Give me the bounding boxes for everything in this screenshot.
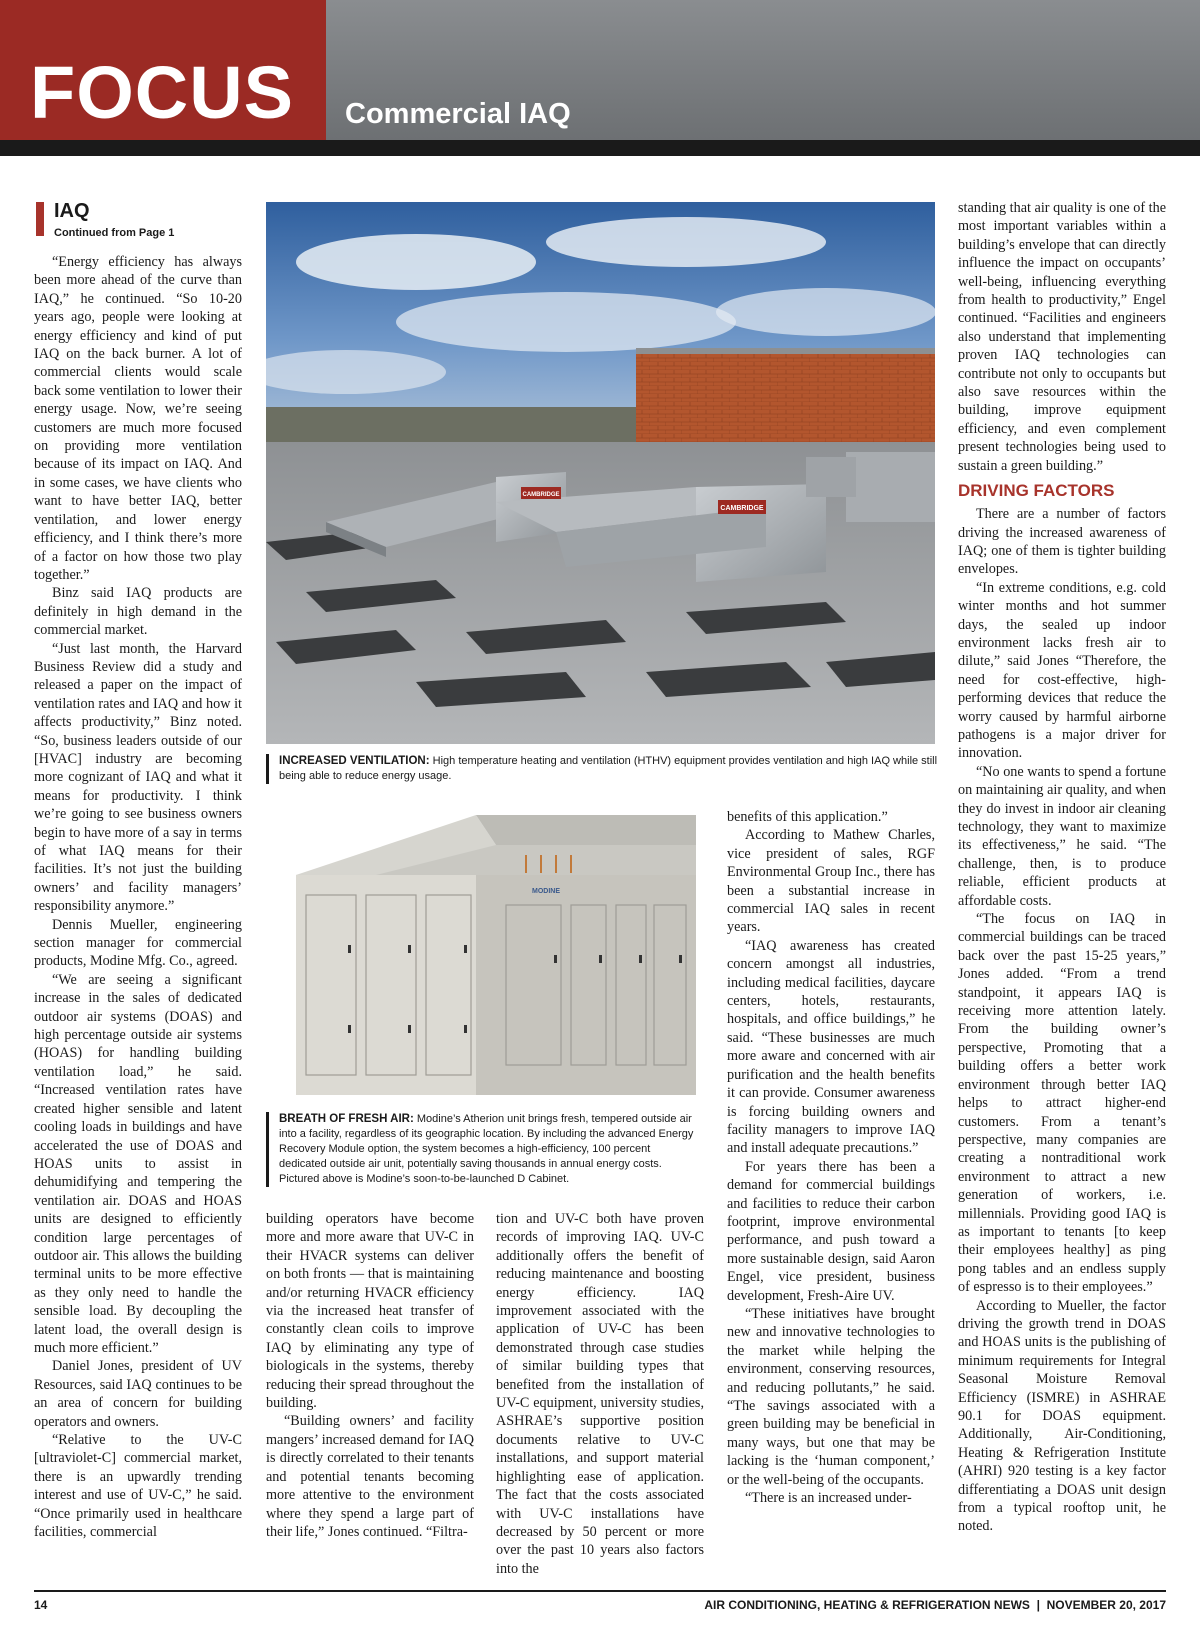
paragraph: “In extreme conditions, e.g. cold winter months and hot summer days, the sealed up indoor environment lacks fresh air to dilute,” said Jones “Therefore, the need for cost-effective, high-performing devices that reduce the worry caused by harmful airborne pathogens is a major driver for innovation. (958, 579, 1166, 762)
paragraph: For years there has been a demand for commercial buildings and facilities to reduce their carbon footprint, improve environmental performance, and push toward a more sustainable design, said Aaron Engel, vice president, business development, Fresh-Aire UV. (727, 1158, 935, 1304)
column-1 (34, 253, 242, 1541)
rooftop-hvac-illustration (266, 202, 935, 744)
paragraph: benefits of this application.” (727, 809, 888, 825)
paragraph: “No one wants to spend a fortune on maintaining air quality, and when they do invest in indoor air cleaning technology, they want to maximize its effectiveness,” he said. “The challenge, then, is to produce reliable, efficient products at affordable costs. (958, 763, 1166, 909)
continued-note: Continued from Page 1 (54, 227, 175, 239)
rooftop-hvac-photo (266, 202, 935, 744)
paragraph: “Energy efficiency has always been more ahead of the curve than IAQ,” he continued. “So 10-20 years ago, people were looking at energy efficiency and kind of put IAQ on the back burner. A lot of commercial clients would scale back some ventilation to lower their energy usage. Now, we’re seeing customers are much more focused on providing more ventilation because of its impact on IAQ. And in some cases, we have clients who want to have better IAQ, better ventilation, and lower energy efficiency, and I think there’s more of a factor on how those two play together.” (34, 254, 242, 583)
caption-lead: INCREASED VENTILATION: (279, 755, 430, 767)
unit-brand-label: MODINE (532, 888, 560, 895)
column-2 (266, 1210, 474, 1541)
publication-name: AIR CONDITIONING, HEATING & REFRIGERATION NEWS (704, 1598, 1030, 1612)
page-number: 14 (34, 1598, 48, 1612)
paragraph: Daniel Jones, president of UV Resources, said IAQ continues to be an area of concern for building operators and owners. (34, 1358, 242, 1430)
paragraph: According to Mueller, the factor driving the growth trend in DOAS and HOAS units is the publishing of minimum requirements for Integral Seasonal Moisture Removal Efficiency (ISMRE) in ASHRAE 90.1 for DOAS equipment. Additionally, Air-Conditioning, Heating & Refrigeration Institute (AHRI) 920 testing is a key factor differentiating a DOAS unit design from a typical rooftop unit, he noted. (958, 1297, 1166, 1535)
doas-unit-illustration (296, 815, 696, 1105)
paragraph: “We are seeing a significant increase in the sales of dedicated outdoor air systems (DOAS) and high percentage outside air systems (HOAS) for handling building ventilation load,” he said. “Increased ventilation rates have created higher sensible and latent cooling loads in buildings and have accelerated the use of DOAS and HOAS units to assist in dehumidifying and tempering the ventilation air. DOAS and HOAS units are designed to efficiently condition large percentages of outdoor air. This allows the building terminal units to be more effective as they only need to handle the sensible load. By decoupling the latent load, the overall design is much more efficient.” (34, 971, 242, 1356)
paragraph: standing that air quality is one of the most important variables within a building’s envelope that can directly influence the impact on occupants’ well-being, influencing everything from health to productivity,” Engel continued. “Facilities and engineers also understand that implementing proven IAQ technologies can contribute not only to occupants but also save resources within the building, improve equipment efficiency, and even complement present technologies being used to sustain a green building.” (958, 200, 1166, 474)
footer-publication: AIR CONDITIONING, HEATING & REFRIGERATION NEWS | NOVEMBER 20, 2017 (704, 1598, 1166, 1612)
photo-caption (266, 754, 939, 784)
paragraph: “These initiatives have brought new and innovative technologies to the market while helping the environment, conserving resources, and reducing pollutants,” he said. “The savings associated with a green building may be beneficial in many ways, but one that may be lacking is the ‘human component,’ or the well-being of the occupants. (727, 1305, 935, 1488)
paragraph: Dennis Mueller, engineering section manager for commercial products, Modine Mfg. Co., agreed. (34, 916, 242, 970)
section-title: FOCUS (30, 51, 294, 134)
paragraph: There are a number of factors driving the increased awareness of IAQ; one of them is tighter building envelopes. (958, 506, 1166, 578)
subsection-title: Commercial IAQ (345, 98, 571, 130)
paragraph: “Building owners’ and facility mangers’ increased demand for IAQ is directly correlated to their tenants and potential tenants becoming more attentive to the environment where they spend a large part of their life,” Jones continued. “Filtra- (266, 1413, 474, 1540)
header-rule (0, 140, 1200, 156)
paragraph: “IAQ awareness has created concern amongst all industries, including medical facilities, daycare centers, hotels, restaurants, hospitals, and office buildings,” he said. “These businesses are much more aware and concerned with air purification and the health benefits it can provide. Consumer awareness is forcing building owners and facility managers to improve IAQ and install adequate precautions.” (727, 937, 935, 1157)
photo-caption (266, 1112, 699, 1187)
caption-text: Modine’s Atherion unit brings fresh, tempered outside air into a facility, regardless of its geographic location. By including the advanced Energy Recovery Module option, the system becomes a high-efficiency, 100 percent dedicated outside air unit, potentially saving thousands in annual energy costs. Pictured above is Modine’s soon-to-be-launched D Cabinet. (279, 1113, 694, 1185)
paragraph: According to Mathew Charles, vice president of sales, RGF Environmental Group Inc., there has been a substantial increase in commercial IAQ sales in recent years. (727, 827, 935, 936)
paragraph: “Relative to the UV-C [ultraviolet-C] commercial market, there is an upwardly trending interest and use of UV-C,” he said. “Once primarily used in healthcare facilities, commercial (34, 1432, 242, 1541)
unit-brand-label: CAMBRIDGE (522, 492, 560, 498)
caption-lead: BREATH OF FRESH AIR: (279, 1113, 414, 1125)
issue-date: NOVEMBER 20, 2017 (1046, 1598, 1166, 1612)
unit-brand-label: CAMBRIDGE (720, 505, 764, 512)
subheading: DRIVING FACTORS (958, 481, 1115, 501)
footer-rule (34, 1590, 1166, 1592)
column-5 (958, 199, 1166, 1536)
article-title: IAQ (54, 200, 90, 222)
doas-unit-photo (296, 815, 696, 1105)
paragraph: tion and UV-C both have proven records of improving IAQ. UV-C additionally offers the benefit of reducing maintenance and boosting energy efficiency. IAQ improvement associated with the application of UV-C has been demonstrated through case studies of similar building types that benefited from the installation of UV-C equipment, university studies, ASHRAE’s supportive position documents relative to UV-C installations, and support material highlighting ease of application. The fact that the costs associated with UV-C installations have decreased by 50 percent or more over the past 10 years also factors into the (496, 1211, 704, 1577)
column-3 (496, 1210, 704, 1578)
column-4 (727, 808, 935, 1507)
paragraph: “The focus on IAQ in commercial buildings can be traced back over the past 15-25 years,” Jones added. “From a trend standpoint, it appears IAQ is receiving more attention lately. From the building owner’s perspective, Promoting that a building offers a better work environment through better IAQ helps to attract higher-end customers. From a tenant’s perspective, many companies are creating a nontraditional work environment to attract a new generation of workers, i.e. millennials. Providing good IAQ is as important to tenants [to keep their employees healthy] as ping pong tables and an endless supply of espresso is to their employees.” (958, 911, 1166, 1296)
paragraph: building operators have become more and more aware that UV-C in their HVACR systems can deliver on both fronts — that is maintaining and/or returning HVACR efficiency via the increased heat transfer of constantly clean coils to improve IAQ by eliminating any type of biologicals in the systems, thereby reducing their spread throughout the building. (266, 1211, 474, 1412)
article-marker (36, 202, 44, 236)
paragraph: Binz said IAQ products are definitely in high demand in the commercial market. (34, 585, 242, 639)
paragraph: “Just last month, the Harvard Business Review did a study and released a paper on the impact of ventilation rates and IAQ and how it affects productivity,” Binz noted. “So, business leaders outside of our [HVAC] industry are becoming more cognizant of IAQ and what it means for productivity. I think we’re going to see business owners begin to have more of a say in terms of what IAQ means for their facilities. It’s not just the building owners’ and facility managers’ responsibility anymore.” (34, 640, 242, 915)
caption-text: High temperature heating and ventilation (HTHV) equipment provides ventilation and high IAQ while still being able to reduce energy usage. (279, 755, 938, 782)
paragraph: “There is an increased under- (745, 1490, 912, 1507)
